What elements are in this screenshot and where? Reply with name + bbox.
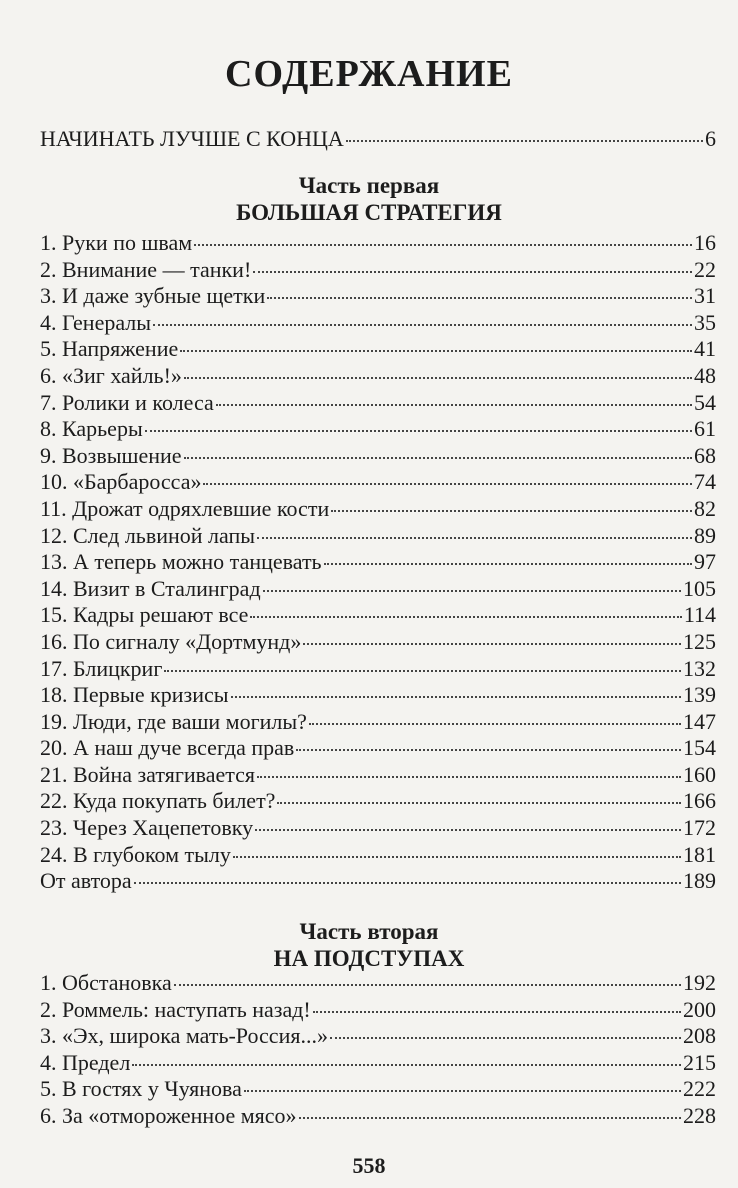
toc-entry-label: 18. Первые кризисы bbox=[40, 682, 229, 708]
toc-entry-page: 82 bbox=[694, 495, 716, 521]
toc-entry-label: 5. В гостях у Чуянова bbox=[40, 1076, 242, 1102]
toc-entry bbox=[40, 842, 716, 869]
toc-entry bbox=[40, 970, 716, 997]
dot-leader bbox=[250, 616, 681, 618]
toc-entry-page: 160 bbox=[683, 761, 716, 787]
dot-leader bbox=[253, 271, 692, 273]
toc-entry-label: 6. За «отмороженное мясо» bbox=[40, 1102, 297, 1128]
dot-leader bbox=[309, 723, 681, 725]
toc-entry-label: 16. По сигналу «Дортмунд» bbox=[40, 628, 302, 654]
dot-leader bbox=[299, 1117, 681, 1119]
toc-entry-page: 97 bbox=[694, 549, 716, 575]
dot-leader bbox=[134, 882, 681, 884]
part1-entries bbox=[40, 230, 716, 895]
part1-label: Часть первая bbox=[298, 173, 440, 198]
dot-leader bbox=[330, 1037, 681, 1039]
dot-leader bbox=[313, 1011, 681, 1013]
toc-entry-label: 4. Предел bbox=[40, 1049, 131, 1075]
toc-entry-page: 215 bbox=[683, 1049, 716, 1075]
dot-leader bbox=[244, 1090, 681, 1092]
dot-leader bbox=[184, 457, 692, 459]
dot-leader bbox=[180, 350, 692, 352]
toc-entry-label: 9. Возвышение bbox=[40, 442, 182, 468]
toc-entry-label: 6. «Зиг хайль!» bbox=[40, 362, 182, 388]
toc-entry bbox=[40, 602, 716, 629]
page-number: 558 bbox=[352, 1153, 386, 1178]
toc-entry-label: 3. «Эх, широка мать-Россия...» bbox=[40, 1023, 328, 1049]
toc-entry bbox=[40, 257, 716, 284]
toc-entry-page: 200 bbox=[683, 996, 716, 1022]
toc-entry bbox=[40, 682, 716, 709]
dot-leader bbox=[231, 696, 681, 698]
toc-entry-page: 228 bbox=[683, 1102, 716, 1128]
toc-entry bbox=[40, 390, 716, 417]
toc-entry-label: 12. След львиной лапы bbox=[40, 522, 256, 548]
toc-entry bbox=[40, 629, 716, 656]
toc-entry-label: 24. В глубоком тылу bbox=[40, 841, 231, 867]
toc-entry-page: 189 bbox=[683, 868, 716, 894]
toc-entry-page: 89 bbox=[694, 522, 716, 548]
dot-leader bbox=[255, 829, 681, 831]
toc-entry bbox=[40, 523, 716, 550]
toc-entry-label: От автора bbox=[40, 868, 132, 894]
dot-leader bbox=[263, 590, 681, 592]
part2-title: НА ПОДСТУПАХ bbox=[273, 946, 465, 971]
toc-entry-page: 61 bbox=[694, 416, 716, 442]
dot-leader bbox=[153, 324, 692, 326]
part1-heading bbox=[0, 172, 738, 226]
toc-entry bbox=[40, 469, 716, 496]
toc-entry bbox=[40, 283, 716, 310]
toc-entry-page: 147 bbox=[683, 708, 716, 734]
toc-entry-page: 166 bbox=[683, 788, 716, 814]
toc-entry bbox=[40, 576, 716, 603]
toc-entry-label: 17. Блицкриг bbox=[40, 655, 163, 681]
toc-entry-label: 7. Ролики и колеса bbox=[40, 389, 214, 415]
toc-entry-page: 16 bbox=[694, 230, 716, 255]
toc-entry-page: 192 bbox=[683, 970, 716, 995]
toc-entry bbox=[40, 1103, 716, 1130]
toc-entry bbox=[40, 762, 716, 789]
dot-leader bbox=[303, 643, 681, 645]
toc-entry bbox=[40, 336, 716, 363]
dot-leader bbox=[203, 483, 692, 485]
toc-entry-page: 172 bbox=[683, 815, 716, 841]
dot-leader bbox=[174, 984, 681, 986]
toc-entry-label: 3. И даже зубные щетки bbox=[40, 283, 266, 309]
page-title: СОДЕРЖАНИЕ bbox=[225, 53, 513, 95]
toc-entry-label: 23. Через Хацепетовку bbox=[40, 815, 254, 841]
toc-entry-label: 2. Роммель: наступать назад! bbox=[40, 996, 311, 1022]
toc-entry bbox=[40, 549, 716, 576]
toc-entry-label: 8. Карьеры bbox=[40, 416, 143, 442]
dot-leader bbox=[257, 537, 692, 539]
toc-entry bbox=[40, 363, 716, 390]
toc-entry-page: 154 bbox=[683, 735, 716, 761]
toc-entry-label: 22. Куда покупать билет? bbox=[40, 788, 276, 814]
toc-entry-label: 10. «Барбаросса» bbox=[40, 469, 202, 495]
toc-entry bbox=[40, 735, 716, 762]
toc-entry bbox=[40, 230, 716, 257]
toc-entry-page: 139 bbox=[683, 682, 716, 708]
toc-entry-page: 31 bbox=[694, 283, 716, 309]
toc-entry-page: 208 bbox=[683, 1023, 716, 1049]
dot-leader bbox=[184, 377, 692, 379]
toc-entry-page: 132 bbox=[683, 655, 716, 681]
toc-entry-page: 22 bbox=[694, 256, 716, 282]
toc-entry-label: 4. Генералы bbox=[40, 309, 152, 335]
dot-leader bbox=[277, 802, 681, 804]
toc-entry-page: 222 bbox=[683, 1076, 716, 1102]
toc-entry bbox=[40, 416, 716, 443]
toc-entry-page: 41 bbox=[694, 336, 716, 362]
toc-entry bbox=[40, 310, 716, 337]
toc-entry-label: 20. А наш дуче всегда прав bbox=[40, 735, 295, 761]
toc-entry-label: 19. Люди, где ваши могилы? bbox=[40, 708, 307, 734]
dot-leader bbox=[267, 297, 692, 299]
toc-entry bbox=[40, 709, 716, 736]
toc-entry bbox=[40, 1050, 716, 1077]
toc-entry-label: 5. Напряжение bbox=[40, 336, 179, 362]
dot-leader bbox=[324, 563, 692, 565]
dot-leader bbox=[257, 776, 681, 778]
toc-entry bbox=[40, 443, 716, 470]
toc-entry bbox=[40, 788, 716, 815]
toc-entry-page: 74 bbox=[694, 469, 716, 495]
toc-entry bbox=[40, 126, 716, 153]
toc-entry-label: НАЧИНАТЬ ЛУЧШЕ С КОНЦА bbox=[40, 126, 344, 151]
toc-entry-label: 1. Руки по швам bbox=[40, 230, 193, 255]
toc-entry bbox=[40, 868, 716, 895]
toc-entry bbox=[40, 1023, 716, 1050]
toc-entry bbox=[40, 656, 716, 683]
part1-title: БОЛЬШАЯ СТРАТЕГИЯ bbox=[236, 200, 502, 225]
toc-entry-page: 181 bbox=[683, 841, 716, 867]
toc-entry-page: 125 bbox=[683, 628, 716, 654]
toc-entry-label: 21. Война затягивается bbox=[40, 761, 256, 787]
toc-entry bbox=[40, 496, 716, 523]
toc-entry-page: 105 bbox=[683, 575, 716, 601]
dot-leader bbox=[145, 430, 692, 432]
dot-leader bbox=[164, 670, 681, 672]
toc-entry-page: 35 bbox=[694, 309, 716, 335]
toc-entry-label: 15. Кадры решают все bbox=[40, 602, 249, 628]
toc-entry-label: 13. А теперь можно танцевать bbox=[40, 549, 322, 575]
toc-entry-page: 48 bbox=[694, 362, 716, 388]
dot-leader bbox=[233, 856, 681, 858]
toc-entry bbox=[40, 815, 716, 842]
toc-entry-page: 68 bbox=[694, 442, 716, 468]
toc-entry-page: 6 bbox=[705, 126, 716, 151]
dot-leader bbox=[331, 510, 692, 512]
toc-entry-label: 2. Внимание — танки! bbox=[40, 256, 252, 282]
toc-entry bbox=[40, 1076, 716, 1103]
part2-label: Часть вторая bbox=[299, 919, 439, 944]
dot-leader bbox=[296, 749, 681, 751]
toc-entry-page: 114 bbox=[683, 602, 716, 628]
part2-heading bbox=[0, 918, 738, 972]
toc-entry-page: 54 bbox=[694, 389, 716, 415]
toc-entry-label: 14. Визит в Сталинград bbox=[40, 575, 261, 601]
dot-leader bbox=[346, 140, 703, 142]
toc-entry bbox=[40, 997, 716, 1024]
part2-entries bbox=[40, 970, 716, 1130]
toc-entry-label: 1. Обстановка bbox=[40, 970, 172, 995]
toc-entry-label: 11. Дрожат одряхлевшие кости bbox=[40, 495, 330, 521]
dot-leader bbox=[194, 244, 692, 246]
intro-entry bbox=[40, 126, 716, 153]
dot-leader bbox=[216, 404, 692, 406]
dot-leader bbox=[132, 1064, 681, 1066]
